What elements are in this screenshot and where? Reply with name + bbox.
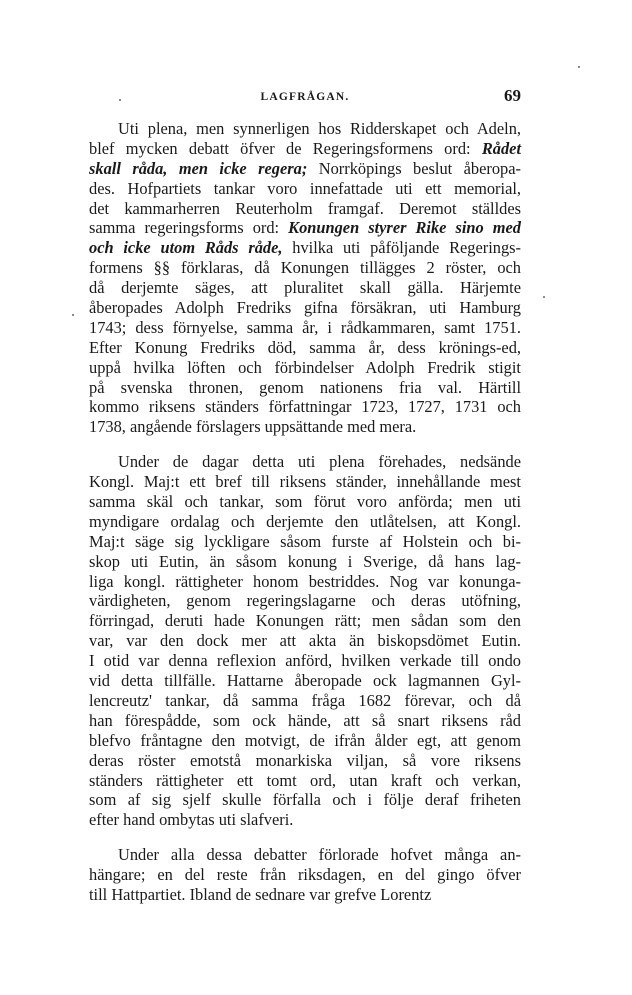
text-line bbox=[89, 397, 521, 417]
italic-segment: Konungen styrer Rike sino med bbox=[288, 218, 521, 238]
text-segment: som af sig sjelf skulle förfalla och i följe deraf friheten bbox=[89, 790, 521, 810]
text-line bbox=[89, 199, 521, 219]
text-segment: 1738, angående förslagers uppsättande med mera. bbox=[89, 417, 417, 437]
text-segment: des. Hofpartiets tankar voro innefattade uti ett memorial, bbox=[89, 178, 521, 198]
text-segment: var, var den dock mer att akta än biskopsdömet Eutin. bbox=[89, 631, 521, 651]
text-segment: värdigheten, genom regeringslagarne och deras utöfning, bbox=[89, 591, 521, 611]
page-number: 69 bbox=[504, 86, 521, 105]
text-line bbox=[89, 810, 521, 830]
paragraph bbox=[89, 452, 521, 830]
text-segment: hängare; en del reste från riksdagen, en del gingo öfver bbox=[89, 865, 521, 885]
italic-segment: Rådet bbox=[481, 138, 521, 158]
text-segment: samma regeringsforms ord: bbox=[89, 218, 289, 238]
text-segment: formens §§ förklaras, då Konungen tillägges 2 röster, och bbox=[89, 258, 521, 278]
text-segment: ständers rättigheter ett tomt ord, utan kraft och verkan, bbox=[89, 770, 521, 790]
italic-segment: skall råda, men icke regera; bbox=[89, 158, 308, 178]
text-segment: förringad, deruti hade Konungen rätt; men sådan som den bbox=[89, 611, 521, 631]
text-line bbox=[89, 338, 521, 358]
text-line bbox=[89, 119, 521, 139]
text-segment: det kammarherren Reuterholm framgaf. Deremot ställdes bbox=[89, 198, 521, 218]
text-line bbox=[89, 691, 521, 711]
text-line bbox=[89, 417, 521, 437]
text-segment: Kongl. Maj:t ett bref till riksens ständer, innehållande mest bbox=[89, 472, 521, 492]
text-line bbox=[89, 179, 521, 199]
italic-segment: och icke utom Råds råde, bbox=[89, 238, 283, 258]
text-segment: då derjemte säges, att pluralitet skall gälla. Härjemte bbox=[89, 278, 521, 298]
text-segment: Under de dagar detta uti plena förehades, nedsände bbox=[118, 452, 521, 472]
text-line bbox=[89, 139, 521, 159]
text-line bbox=[89, 552, 521, 572]
text-line bbox=[89, 298, 521, 318]
text-segment: Uti plena, men synnerligen hos Ridderskapet och Adeln, bbox=[118, 119, 521, 138]
text-segment: myndigare ordalag och derjemte den utlåtelsen, att Kongl. bbox=[89, 511, 521, 531]
text-line bbox=[89, 671, 521, 691]
text-line bbox=[89, 771, 521, 791]
text-line bbox=[89, 238, 521, 258]
text-line bbox=[89, 651, 521, 671]
text-line bbox=[89, 731, 521, 751]
text-line bbox=[89, 452, 521, 472]
text-segment: på svenska thronen, genom nationens fria val. Härtill bbox=[89, 377, 521, 397]
text-segment: Maj:t säge sig lyckligare såsom furste af Holstein och bi- bbox=[89, 531, 521, 551]
text-line bbox=[89, 790, 521, 810]
text-line bbox=[89, 378, 521, 398]
text-segment: samma skäl och tankar, som förut voro anförda; men uti bbox=[89, 492, 521, 512]
paragraph bbox=[89, 845, 521, 905]
text-line bbox=[89, 591, 521, 611]
running-title: LAGFRÅGAN. bbox=[260, 91, 350, 103]
text-segment: uppå hvilka löften och förbindelser Adolph Fredrik stigit bbox=[89, 357, 521, 377]
text-segment: I otid var denna reflexion anförd, hvilken verkade till ondo bbox=[89, 651, 521, 671]
paragraph bbox=[89, 119, 521, 437]
text-line bbox=[89, 611, 521, 631]
print-speck bbox=[119, 99, 121, 101]
print-speck bbox=[543, 296, 545, 298]
text-line bbox=[89, 532, 521, 552]
text-line bbox=[89, 631, 521, 651]
text-segment: lencreutz' tankar, då samma fråga 1682 förevar, och då bbox=[89, 690, 521, 710]
text-line bbox=[89, 278, 521, 298]
text-segment: Efter Konung Fredriks död, samma år, dess krönings-ed, bbox=[89, 337, 521, 357]
text-segment: hvilka uti påföljande Regerings- bbox=[282, 238, 521, 258]
text-segment: efter hand ombytas uti slafveri. bbox=[89, 810, 294, 830]
body-text bbox=[89, 119, 521, 920]
text-line bbox=[89, 258, 521, 278]
text-segment: 1743; dess förnyelse, samma år, i rådkammaren, samt 1751. bbox=[89, 317, 521, 337]
text-line bbox=[89, 865, 521, 885]
text-segment: blef mycken debatt öfver de Regeringsformens ord: bbox=[89, 138, 482, 158]
text-segment: Under alla dessa debatter förlorade hofvet många an- bbox=[118, 845, 521, 865]
text-segment: vid detta tillfälle. Hattarne åberopade ock lagmannen Gyl- bbox=[89, 671, 521, 691]
text-line bbox=[89, 358, 521, 378]
text-segment: kommo riksens ständers författningar 1723, 1727, 1731 och bbox=[89, 397, 521, 417]
text-segment: till Hattpartiet. Ibland de sednare var grefve Lorentz bbox=[89, 884, 432, 904]
text-line bbox=[89, 572, 521, 592]
text-line bbox=[89, 885, 521, 905]
text-line bbox=[89, 845, 521, 865]
text-line bbox=[89, 512, 521, 532]
text-line bbox=[89, 492, 521, 512]
text-segment: han förespådde, som ock hände, att så snart riksens råd bbox=[89, 710, 521, 730]
text-segment: blefvo fråntagne den motvigt, de ifrån ålder egt, att genom bbox=[89, 730, 521, 750]
text-segment: deras röster emotstå monarkiska viljan, så vore riksens bbox=[89, 750, 521, 770]
text-line bbox=[89, 159, 521, 179]
text-line bbox=[89, 318, 521, 338]
page-header bbox=[89, 86, 521, 108]
text-segment: Norrköpings beslut åberopa- bbox=[307, 158, 521, 178]
text-line bbox=[89, 711, 521, 731]
text-segment: liga kongl. rättigheter honom bestriddes. Nog var konunga- bbox=[89, 571, 521, 591]
text-line bbox=[89, 218, 521, 238]
text-line bbox=[89, 472, 521, 492]
text-segment: åberopades Adolph Fredriks gifna försäkran, uti Hamburg bbox=[89, 298, 521, 318]
text-line bbox=[89, 751, 521, 771]
text-segment: skop uti Eutin, än såsom konung i Sverige, då hans lag- bbox=[89, 551, 521, 571]
print-speck bbox=[72, 314, 74, 316]
print-speck bbox=[578, 66, 580, 68]
